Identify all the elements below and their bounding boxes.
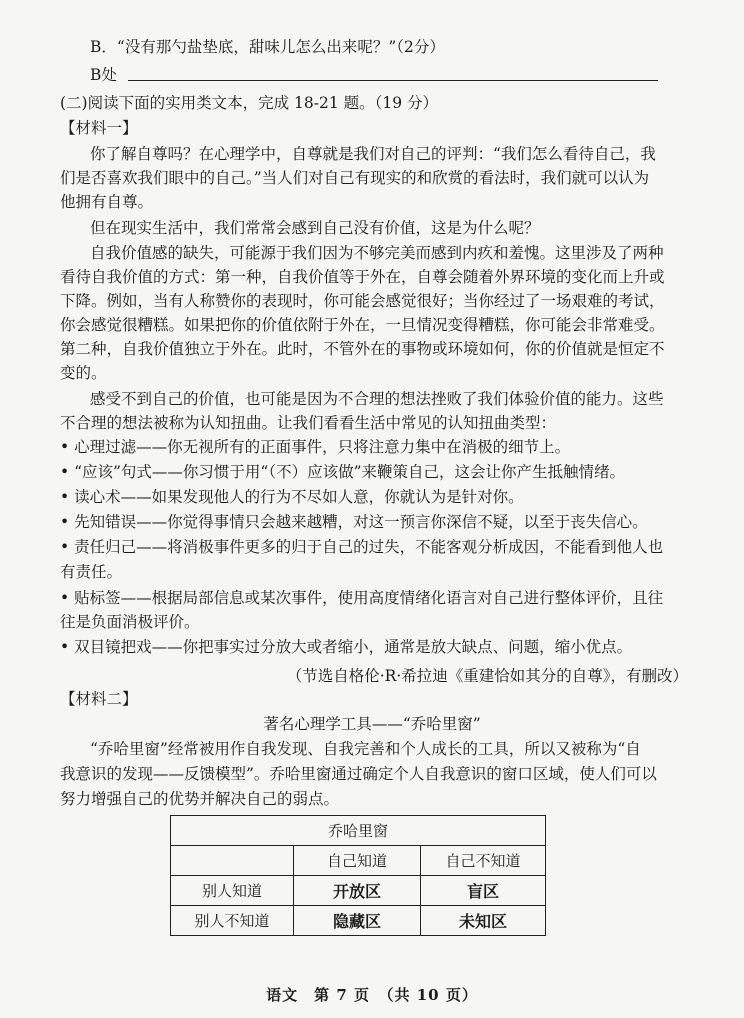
table-corner-cell (171, 846, 294, 876)
m1-line: 第二种，自我价值独立于外在。此时，不管外在的事物或环境如何，你的价值就是恒定不 (60, 340, 665, 358)
m2-line: “乔哈里窗”经常被用作自我发现、自我完善和个人成长的工具，所以又被称为“自 (90, 740, 641, 758)
m1-bullet: • 读心术——如果发现他人的行为不尽如人意，你就认为是针对你。 (60, 488, 524, 506)
table-col-header: 自己知道 (294, 846, 421, 876)
table-cell-unknown-area: 未知区 (421, 906, 546, 936)
m2-title: 著名心理学工具——“乔哈里窗” (263, 715, 481, 733)
material2-label: 【材料二】 (60, 690, 138, 708)
m2-line: 努力增强自己的优势并解决自己的弱点。 (60, 790, 340, 808)
table-row-header: 别人知道 (171, 876, 294, 906)
answer-blank-line (128, 80, 658, 81)
m1-line: 下降。例如，当有人称赞你的表现时，你可能会感觉很好；当你经过了一场艰难的考试， (60, 292, 665, 310)
m1-line: 感受不到自己的价值，也可能是因为不合理的想法挫败了我们体验价值的能力。这些 (90, 390, 664, 408)
table-cell-hidden-area: 隐藏区 (294, 906, 421, 936)
m1-line: 你会感觉很糟糕。如果把你的价值依附于外在，一旦情况变得糟糕，你可能会非常难受。 (60, 316, 665, 334)
m1-line: 看待自我价值的方式：第一种，自我价值等于外在，自尊会随着外界环境的变化而上升或 (60, 268, 665, 286)
section-heading: (二)阅读下面的实用类文本，完成 18-21 题。（19 分） (60, 94, 439, 112)
m1-line: 变的。 (60, 364, 107, 382)
m1-source: （节选自格伦·R·希拉迪《重建恰如其分的自尊》，有删改） (286, 667, 688, 685)
table-row-header: 别人不知道 (171, 906, 294, 936)
m1-line: 往是负面消极评价。 (60, 613, 200, 631)
m2-line: 我意识的发现——反馈模型”。乔哈里窗通过确定个人自我意识的窗口区域，使人们可以 (60, 765, 657, 783)
m1-line: 自我价值感的缺失，可能源于我们因为不够完美而感到内疚和羞愧。这里涉及了两种 (90, 244, 664, 262)
m1-bullet: • 责任归己——将消极事件更多的归于自己的过失，不能客观分析成因，不能看到他人也 (60, 538, 664, 556)
material1-label: 【材料一】 (60, 119, 138, 137)
m1-line: 不合理的想法被称为认知扭曲。让我们看看生活中常见的认知扭曲类型： (60, 414, 557, 432)
m1-bullet: • 双目镜把戏——你把事实过分放大或者缩小，通常是放大缺点、问题，缩小优点。 (60, 638, 633, 656)
m1-line: 你了解自尊吗？在心理学中，自尊就是我们对自己的评判：“我们怎么看待自己，我 (90, 145, 656, 163)
question-b: B．“没有那勺盐垫底，甜味儿怎么出来呢？”（2分） (90, 38, 445, 56)
table-title: 乔哈里窗 (171, 816, 546, 846)
johari-window-table (170, 815, 546, 936)
m1-bullet: • 心理过滤——你无视所有的正面事件，只将注意力集中在消极的细节上。 (60, 438, 571, 456)
table-cell-blind-area: 盲区 (421, 876, 546, 906)
m1-line: 他拥有自尊。 (60, 193, 154, 211)
m1-line: 但在现实生活中，我们常常会感到自己没有价值，这是为什么呢？ (90, 219, 540, 237)
table-col-header: 自己不知道 (421, 846, 546, 876)
m1-bullet: • 贴标签——根据局部信息或某次事件，使用高度情绪化语言对自己进行整体评价，且往 (60, 589, 664, 607)
m1-bullet: • “应该”句式——你习惯于用“（不）应该做”来鞭策自己，这会让你产生抵触情绪。 (60, 463, 626, 481)
page-footer: 语文 第 7 页 （共 10 页） (266, 986, 478, 1004)
m1-line: 们是否喜欢我们眼中的自己。”当人们对自己有现实的和欣赏的看法时，我们就可以认为 (60, 169, 650, 187)
m1-line: 有责任。 (60, 563, 123, 581)
b-answer-label: B处 (90, 66, 117, 84)
table-cell-open-area: 开放区 (294, 876, 421, 906)
m1-bullet: • 先知错误——你觉得事情只会越来越糟，对这一预言你深信不疑，以至于丧失信心。 (60, 513, 648, 531)
